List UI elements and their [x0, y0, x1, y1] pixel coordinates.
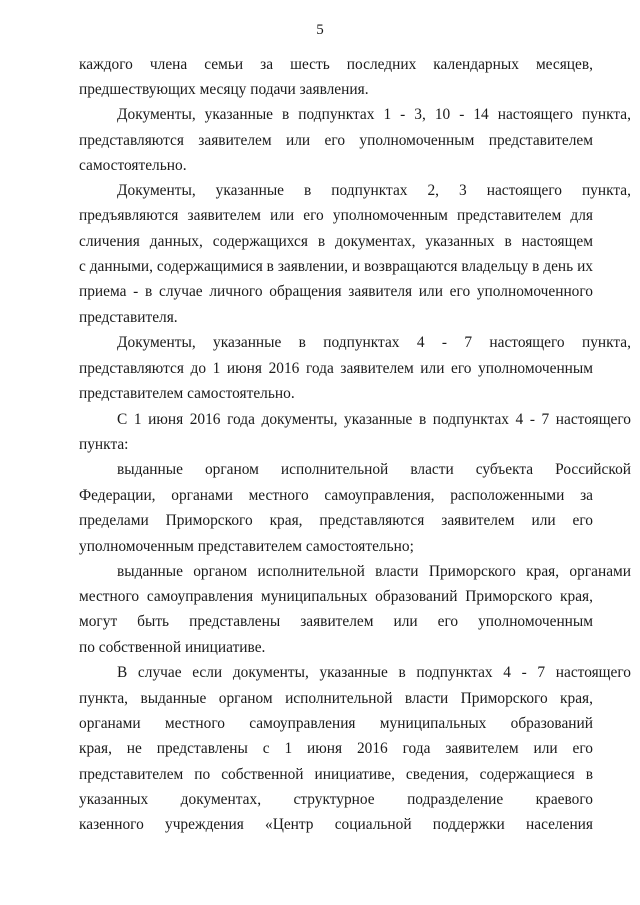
text-line: пределами Приморского края, представляются заявителем или его — [79, 512, 593, 529]
text-line: представляются заявителем или его уполномоченным представителем — [79, 132, 593, 149]
text-line: каждого члена семьи за шесть последних календарных месяцев, — [79, 56, 593, 73]
text-line: предъявляются заявителем или его уполномоченным представителем для — [79, 207, 593, 224]
page-number: 5 — [316, 22, 324, 38]
text-line: по собственной инициативе. — [79, 639, 266, 656]
text-line: Документы, указанные в подпунктах 4 - 7 настоящего пункта, — [117, 334, 631, 351]
text-line: выданные органом исполнительной власти субъекта Российской — [117, 461, 631, 478]
text-line: представителем самостоятельно. — [79, 385, 295, 402]
text-line: представителем по собственной инициативе, сведения, содержащиеся в — [79, 766, 593, 783]
text-line: указанных документах, структурное подразделение краевого — [79, 791, 593, 808]
text-line: Документы, указанные в подпунктах 2, 3 настоящего пункта, — [117, 182, 631, 199]
text-line: с данными, содержащимися в заявлении, и возвращаются владельцу в день их — [79, 258, 593, 275]
text-line: Федерации, органами местного самоуправления, расположенными за — [79, 487, 593, 504]
text-line: местного самоуправления муниципальных образований Приморского края, — [79, 588, 593, 605]
text-line: Документы, указанные в подпунктах 1 - 3, 10 - 14 настоящего пункта, — [117, 106, 631, 123]
text-line: представителя. — [79, 309, 178, 326]
text-line: пункта, выданные органом исполнительной власти Приморского края, — [79, 690, 593, 707]
text-line: уполномоченным представителем самостоятельно; — [79, 538, 414, 555]
text-line: могут быть представлены заявителем или его уполномоченным — [79, 613, 593, 630]
text-line: выданные органом исполнительной власти Приморского края, органами — [117, 563, 631, 580]
text-line: пункта: — [79, 436, 129, 453]
text-line: предшествующих месяцу подачи заявления. — [79, 81, 369, 98]
text-line: представляются до 1 июня 2016 года заявителем или его уполномоченным — [79, 360, 593, 377]
text-line: С 1 июня 2016 года документы, указанные в подпунктах 4 - 7 настоящего — [117, 411, 631, 428]
text-line: В случае если документы, указанные в подпунктах 4 - 7 настоящего — [117, 664, 631, 681]
text-line: казенного учреждения «Центр социальной поддержки населения — [79, 816, 593, 833]
text-line: приема - в случае личного обращения заявителя или его уполномоченного — [79, 283, 593, 300]
text-line: сличения данных, содержащихся в документах, указанных в настоящем — [79, 233, 593, 250]
text-line: самостоятельно. — [79, 157, 187, 174]
text-line: органами местного самоуправления муниципальных образований — [79, 715, 593, 732]
text-line: края, не представлены с 1 июня 2016 года заявителем или его — [79, 740, 593, 757]
